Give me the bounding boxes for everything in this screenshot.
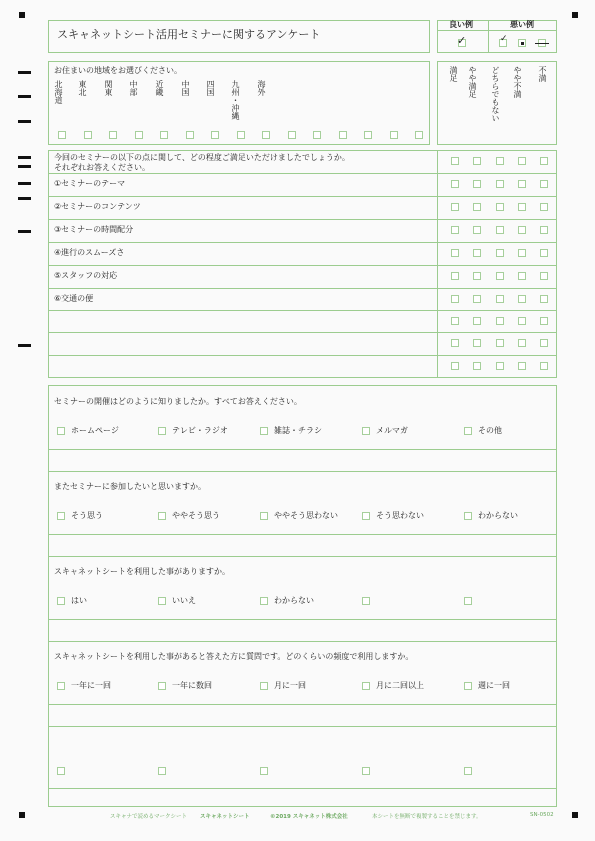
region-label: 海外 — [257, 80, 266, 96]
option-label: ホームページ — [71, 426, 119, 435]
rating-checkbox[interactable] — [518, 226, 526, 234]
rating-checkbox[interactable] — [518, 317, 526, 325]
footer-brand: スキャネットシート — [200, 814, 250, 820]
row-divider — [48, 173, 557, 174]
option-label: そう思う — [71, 511, 103, 520]
rating-checkbox[interactable] — [473, 180, 481, 188]
rating-checkbox[interactable] — [518, 249, 526, 257]
rating-header: やや不満 — [513, 66, 522, 98]
region-checkbox[interactable] — [288, 131, 296, 139]
row-divider — [48, 265, 557, 266]
rating-checkbox[interactable] — [451, 339, 459, 347]
satisfaction-item: ⑥交通の便 — [54, 294, 94, 303]
light-check-icon: ✓ — [500, 34, 508, 44]
rating-checkbox[interactable] — [473, 362, 481, 370]
option-checkbox[interactable] — [362, 427, 370, 435]
option-checkbox[interactable] — [158, 682, 166, 690]
option-label: その他 — [478, 426, 502, 435]
rating-checkbox[interactable] — [496, 203, 504, 211]
option-label: わからない — [274, 596, 314, 605]
option-label: ややそう思う — [172, 511, 220, 520]
region-checkbox[interactable] — [339, 131, 347, 139]
rating-checkbox[interactable] — [473, 295, 481, 303]
option-checkbox[interactable] — [464, 427, 472, 435]
rating-header: 満足 — [449, 66, 458, 82]
region-label: 近畿 — [155, 80, 164, 96]
region-label: 九州・沖縄 — [231, 80, 240, 120]
rating-checkbox[interactable] — [540, 226, 548, 234]
rating-checkbox[interactable] — [496, 362, 504, 370]
option-checkbox[interactable] — [464, 682, 472, 690]
footer-left-text: スキャナで読めるマークシート — [110, 814, 188, 820]
region-checkbox[interactable] — [211, 131, 219, 139]
region-label: 関東 — [104, 80, 113, 96]
q-used-prompt: スキャネットシートを利用した事がありますか。 — [54, 567, 230, 576]
rating-checkbox[interactable] — [540, 203, 548, 211]
region-checkbox[interactable] — [237, 131, 245, 139]
q-frequency-prompt: スキャネットシートを利用した事があると答えた方に質問です。どのくらいの頻度で利用しますか。 — [54, 652, 414, 661]
option-label: メルマガ — [376, 426, 408, 435]
rating-checkbox[interactable] — [496, 339, 504, 347]
rating-checkbox[interactable] — [451, 295, 459, 303]
option-label: 月に二回以上 — [376, 681, 424, 690]
region-checkbox[interactable] — [262, 131, 270, 139]
rating-checkbox[interactable] — [473, 226, 481, 234]
region-label: 中部 — [129, 80, 138, 96]
rating-checkbox[interactable] — [496, 249, 504, 257]
rating-checkbox[interactable] — [496, 180, 504, 188]
timing-mark — [18, 165, 31, 168]
rating-checkbox[interactable] — [473, 249, 481, 257]
option-checkbox[interactable] — [260, 682, 268, 690]
option-label: ややそう思わない — [274, 511, 338, 520]
corner-mark-top-left — [19, 12, 25, 18]
footer-notice: 本シートを無断で複製することを禁じます。 — [372, 814, 482, 820]
option-label: わからない — [478, 511, 518, 520]
rating-checkbox[interactable] — [540, 157, 548, 165]
satisfaction-item: ⑤スタッフの対応 — [54, 271, 118, 280]
region-label: 中国 — [181, 80, 190, 96]
rating-checkbox[interactable] — [451, 180, 459, 188]
rating-checkbox[interactable] — [540, 339, 548, 347]
region-checkbox[interactable] — [135, 131, 143, 139]
corner-mark-bottom-left — [19, 812, 25, 818]
region-checkbox[interactable] — [364, 131, 372, 139]
option-checkbox[interactable] — [260, 427, 268, 435]
rating-checkbox[interactable] — [540, 295, 548, 303]
region-label: 四国 — [206, 80, 215, 96]
rating-checkbox[interactable] — [496, 157, 504, 165]
option-checkbox[interactable] — [362, 767, 370, 775]
option-checkbox[interactable] — [158, 427, 166, 435]
rating-checkbox[interactable] — [540, 317, 548, 325]
timing-mark — [18, 71, 31, 74]
rating-checkbox[interactable] — [540, 362, 548, 370]
timing-mark — [18, 197, 31, 200]
row-divider — [48, 355, 557, 356]
region-checkbox[interactable] — [84, 131, 92, 139]
satisfaction-divider — [437, 150, 438, 378]
option-label: そう思わない — [376, 511, 424, 520]
option-checkbox[interactable] — [260, 767, 268, 775]
rating-checkbox[interactable] — [451, 157, 459, 165]
timing-mark — [18, 230, 31, 233]
rating-checkbox[interactable] — [451, 272, 459, 280]
option-checkbox[interactable] — [57, 427, 65, 435]
example-header-line — [437, 30, 557, 31]
rating-checkbox[interactable] — [473, 272, 481, 280]
section-divider — [48, 641, 557, 642]
rating-checkbox[interactable] — [540, 272, 548, 280]
footer-copyright: ©2019 スキャネット株式会社 — [270, 814, 348, 820]
timing-mark — [18, 120, 31, 123]
strike-icon — [535, 43, 549, 44]
region-checkbox[interactable] — [186, 131, 194, 139]
rating-checkbox[interactable] — [540, 180, 548, 188]
region-checkbox[interactable] — [313, 131, 321, 139]
option-checkbox[interactable] — [464, 597, 472, 605]
page-title: スキャネットシート活用セミナーに関するアンケート — [57, 28, 321, 41]
region-checkbox[interactable] — [109, 131, 117, 139]
row-divider — [48, 288, 557, 289]
rating-checkbox[interactable] — [451, 249, 459, 257]
rating-header: どちらでもない — [491, 66, 500, 122]
rating-checkbox[interactable] — [518, 362, 526, 370]
rating-checkbox[interactable] — [451, 203, 459, 211]
section-divider — [48, 471, 557, 472]
q-again-prompt: またセミナーに参加したいと思いますか。 — [54, 482, 206, 491]
option-checkbox[interactable] — [57, 682, 65, 690]
region-checkbox[interactable] — [58, 131, 66, 139]
rating-header: 不満 — [538, 66, 547, 82]
rating-checkbox[interactable] — [518, 339, 526, 347]
row-divider — [48, 310, 557, 311]
dot-icon — [521, 42, 524, 45]
rating-checkbox[interactable] — [540, 249, 548, 257]
rating-checkbox[interactable] — [473, 157, 481, 165]
region-checkbox[interactable] — [390, 131, 398, 139]
footer-code: SN-0502 — [530, 812, 554, 818]
rating-checkbox[interactable] — [496, 272, 504, 280]
rating-checkbox[interactable] — [518, 272, 526, 280]
option-label: いいえ — [172, 596, 196, 605]
option-checkbox[interactable] — [362, 512, 370, 520]
good-example-label: 良い例 — [449, 20, 473, 29]
option-checkbox[interactable] — [158, 597, 166, 605]
option-label: 一年に一回 — [71, 681, 111, 690]
rating-checkbox[interactable] — [518, 295, 526, 303]
section-divider — [48, 556, 557, 557]
rating-checkbox[interactable] — [473, 339, 481, 347]
option-checkbox[interactable] — [158, 767, 166, 775]
option-checkbox[interactable] — [260, 512, 268, 520]
section-divider — [48, 788, 557, 789]
bad-example-label: 悪い例 — [510, 20, 534, 29]
timing-mark — [18, 156, 31, 159]
satisfaction-item: ④進行のスムーズさ — [54, 248, 125, 257]
region-checkbox[interactable] — [160, 131, 168, 139]
q-source-prompt: セミナーの開催はどのように知りましたか。すべてお答えください。 — [54, 397, 302, 406]
section-divider — [48, 449, 557, 450]
timing-mark — [18, 182, 31, 185]
option-checkbox[interactable] — [260, 597, 268, 605]
rating-header: やや満足 — [468, 66, 477, 98]
option-label: はい — [71, 596, 87, 605]
option-label: テレビ・ラジオ — [172, 426, 228, 435]
rating-checkbox[interactable] — [496, 226, 504, 234]
row-divider — [48, 219, 557, 220]
option-checkbox[interactable] — [464, 512, 472, 520]
option-checkbox[interactable] — [362, 597, 370, 605]
satisfaction-prompt-line2: それぞれお答えください。 — [54, 163, 150, 172]
option-label: 月に一回 — [274, 681, 306, 690]
row-divider — [48, 196, 557, 197]
rating-checkbox[interactable] — [496, 295, 504, 303]
example-divider — [488, 20, 489, 53]
option-checkbox[interactable] — [57, 597, 65, 605]
row-divider — [48, 332, 557, 333]
rating-checkbox[interactable] — [451, 362, 459, 370]
rating-checkbox[interactable] — [518, 180, 526, 188]
timing-mark — [18, 95, 31, 98]
rating-checkbox[interactable] — [518, 203, 526, 211]
option-checkbox[interactable] — [57, 767, 65, 775]
satisfaction-prompt-line1: 今回のセミナーの以下の点に関して、どの程度ご満足いただけましたでしょうか。 — [54, 153, 350, 162]
option-label: 一年に数回 — [172, 681, 212, 690]
rating-checkbox[interactable] — [473, 203, 481, 211]
option-checkbox[interactable] — [362, 682, 370, 690]
section-divider — [48, 619, 557, 620]
satisfaction-item: ③セミナーの時間配分 — [54, 225, 134, 234]
rating-checkbox[interactable] — [518, 157, 526, 165]
satisfaction-item: ②セミナーのコンテンツ — [54, 202, 141, 211]
corner-mark-top-right — [572, 12, 578, 18]
section-divider — [48, 534, 557, 535]
checkmark-icon: ✓ — [457, 34, 467, 47]
section-divider — [48, 704, 557, 705]
option-checkbox[interactable] — [158, 512, 166, 520]
region-label: 北海道 — [54, 80, 63, 104]
region-label: 東北 — [78, 80, 87, 96]
rating-checkbox[interactable] — [451, 317, 459, 325]
region-checkbox[interactable] — [415, 131, 423, 139]
row-divider — [48, 242, 557, 243]
corner-mark-bottom-right — [572, 812, 578, 818]
option-label: 週に一回 — [478, 681, 510, 690]
option-checkbox[interactable] — [464, 767, 472, 775]
option-checkbox[interactable] — [57, 512, 65, 520]
rating-checkbox[interactable] — [496, 317, 504, 325]
section-divider — [48, 726, 557, 727]
rating-checkbox[interactable] — [451, 226, 459, 234]
satisfaction-item: ①セミナーのテーマ — [54, 179, 126, 188]
timing-mark — [18, 344, 31, 347]
region-prompt: お住まいの地域をお選びください。 — [54, 66, 182, 75]
option-label: 雑誌・チラシ — [274, 426, 322, 435]
rating-checkbox[interactable] — [473, 317, 481, 325]
